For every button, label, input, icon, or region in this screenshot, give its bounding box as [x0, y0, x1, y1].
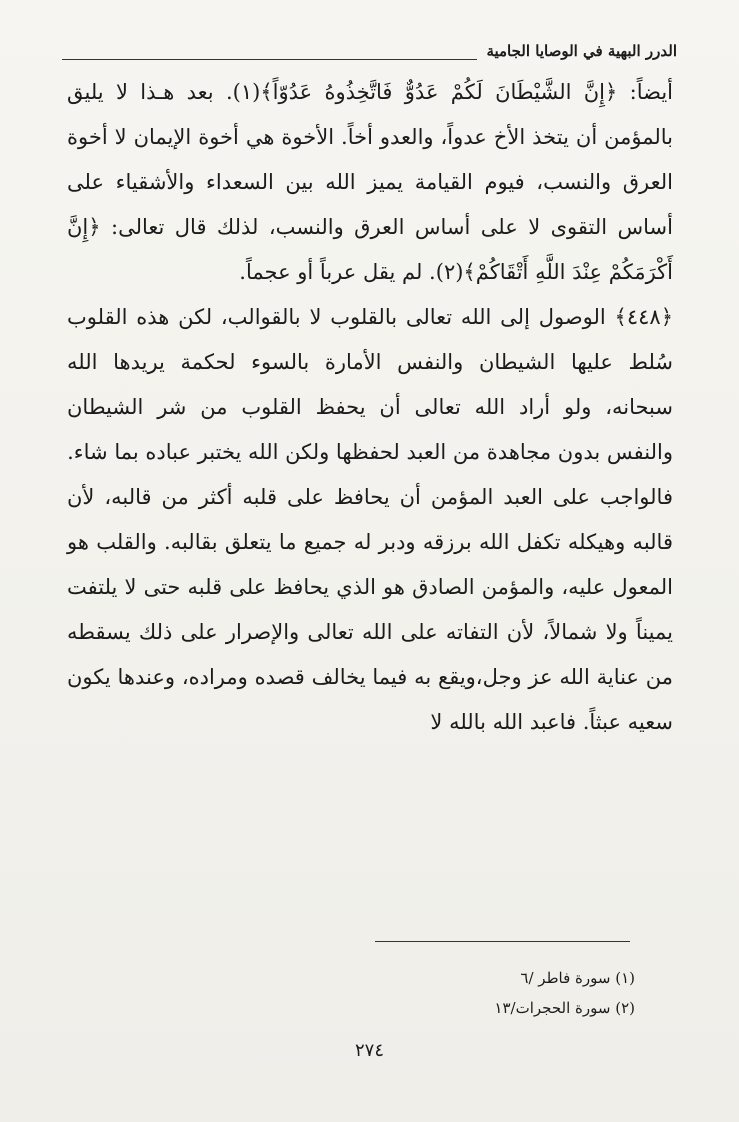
- page-header: [62, 42, 677, 66]
- footnote: (١) سورة فاطر /٦: [520, 969, 635, 987]
- header-rule: [62, 59, 477, 60]
- footnotes: [494, 963, 635, 1023]
- footnote-divider: [375, 941, 630, 942]
- paragraph: أيضاً: ﴿إِنَّ الشَّيْطَانَ لَكُمْ عَدُوٌّ فَاتَّخِذُوهُ عَدُوّاً﴾(١). بعد هـذا لا يليق بالمؤمن أن يتخذ الأخ عدواً، والعدو أخاً. الأخوة هي أخوة الإيمان لا أخوة العرق والنسب، فيوم القيامة يميز الله بين السعداء والأشقياء على أساس التقوى لا على أساس العرق والنسب، لذلك قال تعالى: ﴿إِنَّ أَكْرَمَكُمْ عِنْدَ اللَّهِ أَتْقَاكُمْ﴾(٢). لم يقل عرباً أو عجماً.: [67, 80, 673, 284]
- paragraph: فالواجب على العبد المؤمن أن يحافظ على قلبه أكثر من قالبه، لأن قالبه وهيكله تكفل الله برزقه ودبر له جميع ما يتعلق بقالبه. والقلب هو المعول عليه، والمؤمن الصادق هو الذي يحافظ على قلبه حتى لا يلتفت يميناً ولا شمالاً، لأن التفاته على الله تعالى والإصرار على ذلك يسقطه من عناية الله عز وجل،ويقع به فيما يخالف قصده ومراده، وعندها يكون سعيه عبثاً. فاعبد الله بالله لا: [67, 485, 673, 734]
- footnote: (٢) سورة الحجرات/١٣: [494, 999, 635, 1017]
- main-text: [67, 70, 673, 745]
- running-title: الدرر البهية في الوصايا الجامية: [486, 42, 677, 60]
- page-number: ٢٧٤: [354, 1040, 384, 1061]
- paragraph: ﴿٤٤٨﴾ الوصول إلى الله تعالى بالقلوب لا بالقوالب، لكن هذه القلوب سُلط عليها الشيطان والنفس الأمارة بالسوء لحكمة يريدها الله سبحانه، ولو أراد الله تعالى أن يحفظ القلوب من شر الشيطان والنفس بدون مجاهدة من العبد لحفظها ولكن الله يختبر عباده بما شاء.: [67, 305, 673, 464]
